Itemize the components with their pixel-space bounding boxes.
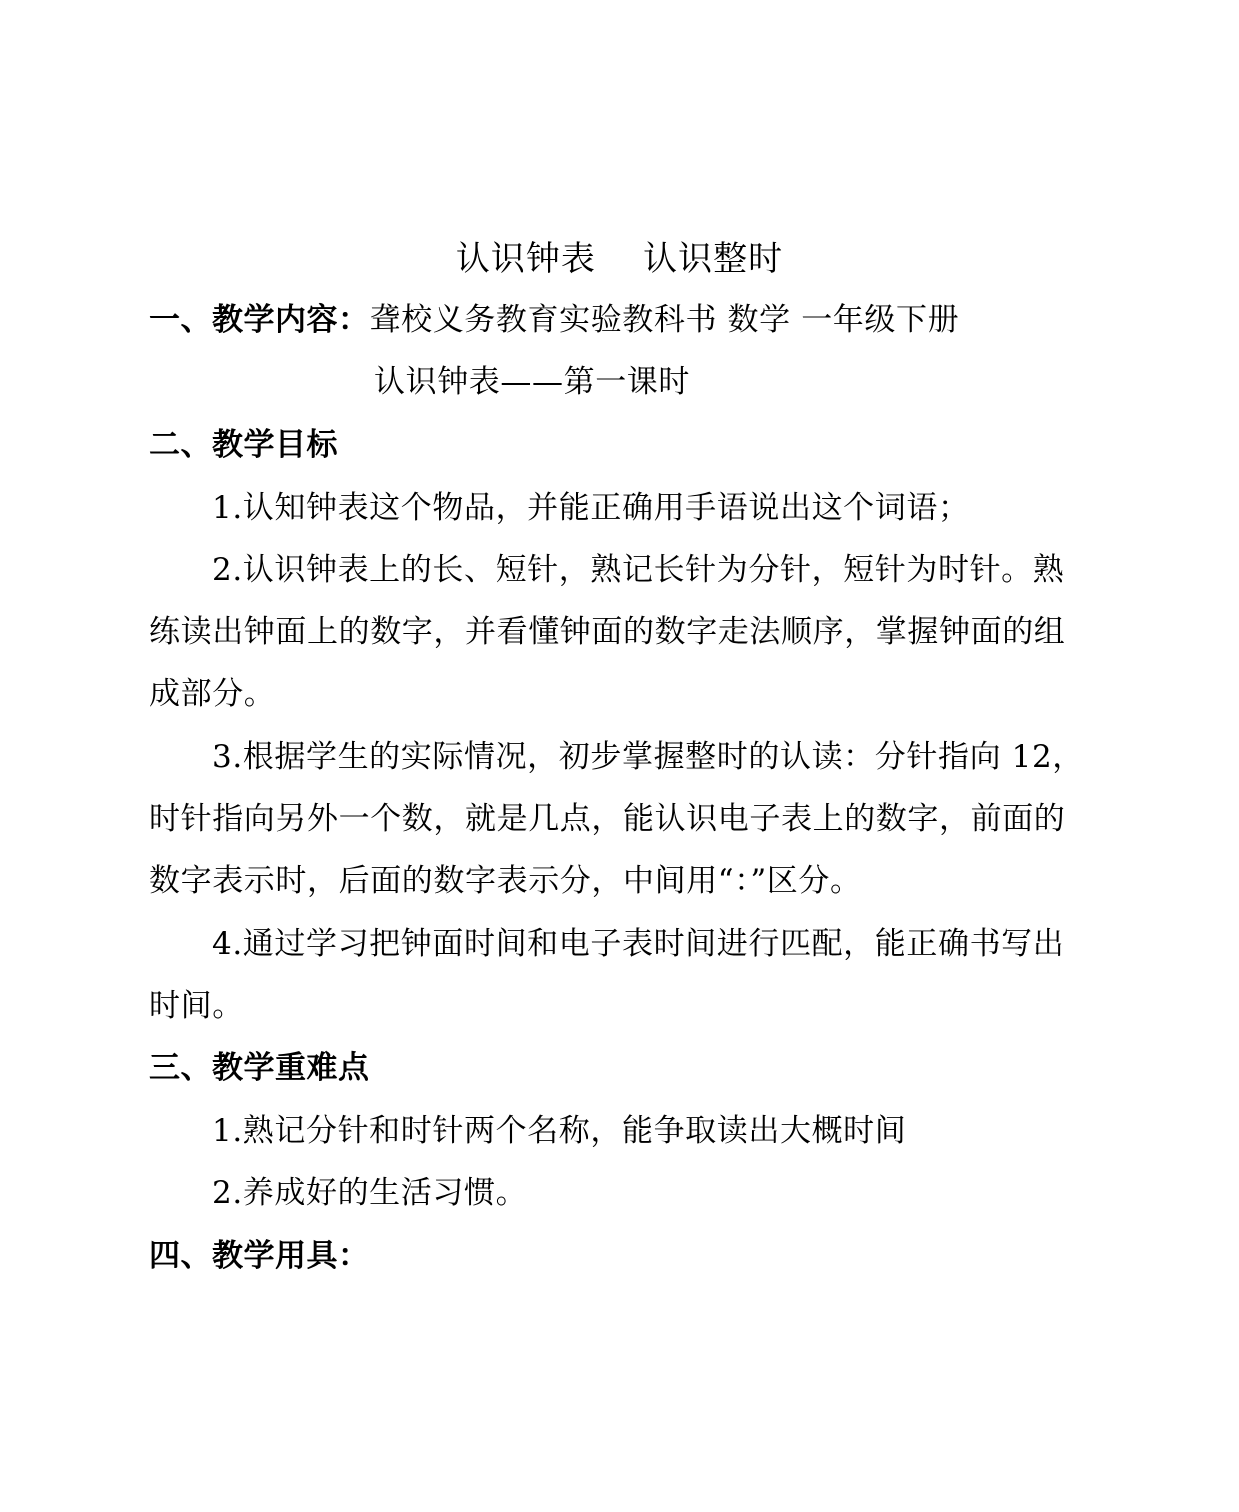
section-4-heading: 四、教学用具： [149,1238,370,1274]
objective-3-line-2: 时针指向另外一个数，就是几点，能认识电子表上的数字，前面的 [149,801,1066,837]
key-point-1: 1.熟记分针和时针两个名称，能争取读出大概时间 [212,1113,907,1149]
section-1-content-line2: 认识钟表——第一课时 [374,364,690,400]
section-1-content: 聋校义务教育实验教科书 数学 一年级下册 [369,302,960,338]
objective-3-line-1: 3.根据学生的实际情况，初步掌握整时的认读：分针指向 12， [212,739,1084,775]
objective-2-line-2: 练读出钟面上的数字，并看懂钟面的数字走法顺序，掌握钟面的组 [149,614,1066,650]
objective-1-line-1: 1.认知钟表这个物品，并能正确用手语说出这个词语； [212,490,970,526]
objective-4-line-1: 4.通过学习把钟面时间和电子表时间进行匹配，能正确书写出 [212,926,1065,962]
objective-2-line-1: 2.认识钟表上的长、短针，熟记长针为分针，短针为时针。熟 [212,552,1065,588]
section-1-heading: 一、教学内容： [149,302,370,338]
objective-2-line-3: 成部分。 [149,676,276,712]
section-3-heading: 三、教学重难点 [149,1050,370,1086]
objective-3-line-3: 数字表示时，后面的数字表示分，中间用“：”区分。 [149,863,862,899]
document-title: 认识钟表 认识整时 [455,239,784,279]
objective-4-line-2: 时间。 [149,988,244,1024]
section-1-row [149,300,959,340]
section-2-heading: 二、教学目标 [149,427,338,463]
key-point-2: 2.养成好的生活习惯。 [212,1175,528,1211]
